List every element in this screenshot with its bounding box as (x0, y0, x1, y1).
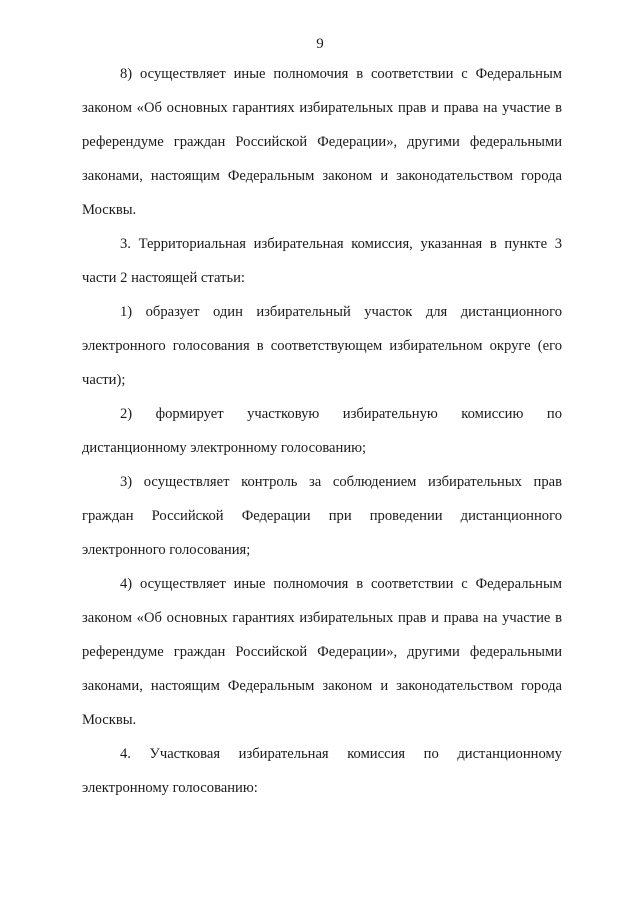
paragraph-item-8: 8) осуществляет иные полномочия в соответствии с Федеральным законом «Об основных гарантиях избирательных прав и права на участие в референдуме граждан Российской Федерации», другими федеральными законами, настоящим Федеральным законом и законодательством города Москвы. (82, 66, 562, 218)
paragraph-item-2: 2) формирует участковую избирательную комиссию по дистанционному электронному голосованию; (82, 406, 562, 456)
paragraph-section-3: 3. Территориальная избирательная комиссия, указанная в пункте 3 части 2 настоящей статьи: (82, 236, 562, 286)
paragraph-item-3: 3) осуществляет контроль за соблюдением избирательных прав граждан Российской Федерации при проведении дистанционного электронного голосования; (82, 474, 562, 558)
paragraph-section-4: 4. Участковая избирательная комиссия по дистанционному электронному голосованию: (82, 746, 562, 796)
paragraph-item-1: 1) образует один избирательный участок для дистанционного электронного голосования в соответствующем избирательном округе (его части); (82, 304, 562, 388)
paragraph-item-4: 4) осуществляет иные полномочия в соответствии с Федеральным законом «Об основных гарантиях избирательных прав и права на участие в референдуме граждан Российской Федерации», другими федеральными законами, настоящим Федеральным законом и законодательством города Москвы. (82, 576, 562, 728)
document-body (82, 57, 562, 805)
page-number: 9 (316, 36, 324, 52)
